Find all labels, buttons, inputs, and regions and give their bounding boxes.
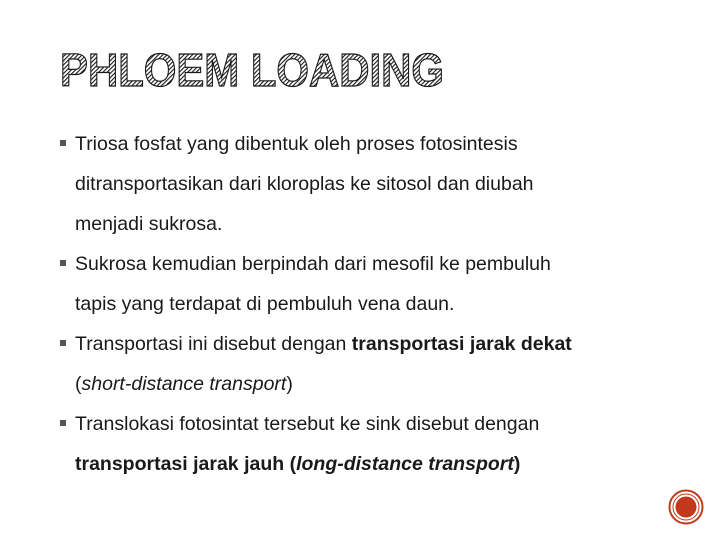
bold-italic-term: long-distance transport (296, 453, 514, 475)
bullet-line (75, 444, 660, 484)
bullet-list (60, 124, 660, 484)
slide-title-text: PHLOEM LOADING (60, 44, 444, 96)
bold-term: transportasi jarak jauh ( (75, 453, 297, 475)
italic-term: short-distance transport (81, 373, 287, 395)
square-bullet-icon (60, 140, 66, 146)
square-bullet-icon (60, 340, 66, 346)
bullet-text: Translokasi fotosintat tersebut ke sink disebut dengan (75, 413, 540, 435)
bullet-item (60, 244, 660, 324)
bullet-item (60, 124, 660, 244)
square-bullet-icon (60, 420, 66, 426)
bullet-text: tapis yang terdapat di pembuluh vena daun. (75, 293, 455, 315)
bold-term: transportasi jarak dekat (351, 333, 572, 355)
bullet-text: ditransportasikan dari kloroplas ke sitosol dan diubah (75, 173, 534, 195)
bullet-line (75, 364, 660, 404)
bullet-line (75, 324, 660, 364)
slide-title (58, 40, 458, 96)
bold-term: ) (513, 453, 521, 475)
circle-ornament-icon (668, 489, 704, 525)
bullet-text: menjadi sukrosa. (75, 213, 223, 235)
bullet-text: Transportasi ini disebut dengan (75, 333, 352, 355)
bullet-text: Triosa fosfat yang dibentuk oleh proses fotosintesis (75, 133, 518, 155)
paren-close: ) (286, 373, 293, 395)
bullet-text: Sukrosa kemudian berpindah dari mesofil ke pembuluh (75, 253, 551, 275)
bullet-item (60, 324, 660, 404)
square-bullet-icon (60, 260, 66, 266)
paren-open: ( (75, 373, 82, 395)
bullet-item (60, 404, 660, 484)
